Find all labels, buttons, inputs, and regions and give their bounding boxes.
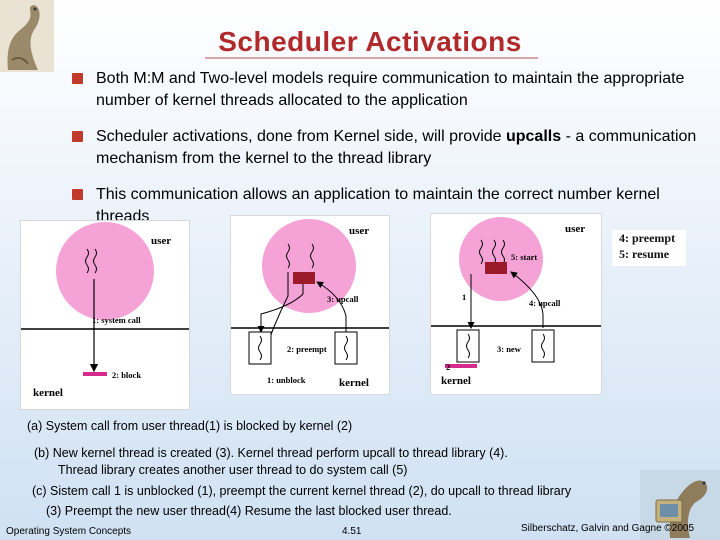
bullet-marker-icon [72, 131, 83, 142]
step-two-label: 2 [446, 362, 451, 372]
user-label: user [565, 223, 586, 235]
caption-b-line2: Thread library creates another user thread to do system call (5) [58, 463, 408, 477]
diagram-b [230, 215, 390, 395]
user-label: user [349, 225, 370, 237]
kernel-label: kernel [33, 387, 63, 399]
footer-course: Operating System Concepts [6, 526, 132, 537]
caption-c-line1: (c) Sistem call 1 is unblocked (1), preempt the current kernel thread (2), do upcall to thread library [32, 484, 572, 498]
upcall-label: 3: upcall [327, 294, 359, 304]
kernel-label: kernel [441, 375, 471, 387]
unblock-label: 1: unblock [267, 375, 306, 385]
system-call-label: 1: system call [92, 315, 141, 325]
bullet-bold-term: upcalls [505, 128, 562, 145]
footer-copyright: Silberschatz, Galvin and Gagne ©2005 [521, 523, 695, 534]
title-underline [205, 57, 538, 59]
new-label: 3: new [497, 344, 521, 354]
footer-page-number: 4.51 [342, 526, 362, 537]
kernel-thread-bar [83, 372, 107, 376]
block-label: 2: block [112, 370, 142, 380]
step-one-label: 1 [462, 292, 467, 302]
legend-resume: 5: resume [619, 247, 670, 261]
bullet-item [72, 126, 702, 170]
diagram-a [20, 220, 190, 410]
bullet-marker-icon [72, 73, 83, 84]
diagram-legend [612, 230, 686, 266]
upcall-label: 4: upcall [529, 298, 561, 308]
legend-preempt: 4: preempt [619, 231, 676, 245]
kernel-label: kernel [339, 377, 369, 389]
bullet-marker-icon [72, 189, 83, 200]
bullet-text: Scheduler activations, done from Kernel side, will provide [96, 128, 506, 145]
user-label: user [151, 235, 172, 247]
slide-title: Scheduler Activations [218, 26, 522, 57]
preempt-label: 2: preempt [287, 344, 327, 354]
thread-library-block [293, 272, 315, 284]
caption-c-line2: (3) Preempt the new user thread(4) Resume the last blocked user thread. [46, 504, 452, 518]
caption-a: (a) System call from user thread(1) is blocked by kernel (2) [27, 419, 353, 433]
caption-b-line1: (b) New kernel thread is created (3). Kernel thread perform upcall to thread library (4). [34, 446, 508, 460]
diagram-c [430, 213, 602, 395]
bullet-text: This communication allows an application to maintain the correct number kernel threads [96, 186, 660, 225]
user-space-circle [56, 222, 154, 320]
bullet-item [72, 68, 702, 112]
bullet-text: Both M:M and Two-level models require communication to maintain the appropriate number of kernel threads allocated to the application [96, 70, 685, 109]
thread-library-block [485, 262, 507, 274]
bullet-text-tail: - a communication mechanism from the kernel to the thread library [96, 128, 697, 167]
start-label: 5: start [511, 252, 538, 262]
